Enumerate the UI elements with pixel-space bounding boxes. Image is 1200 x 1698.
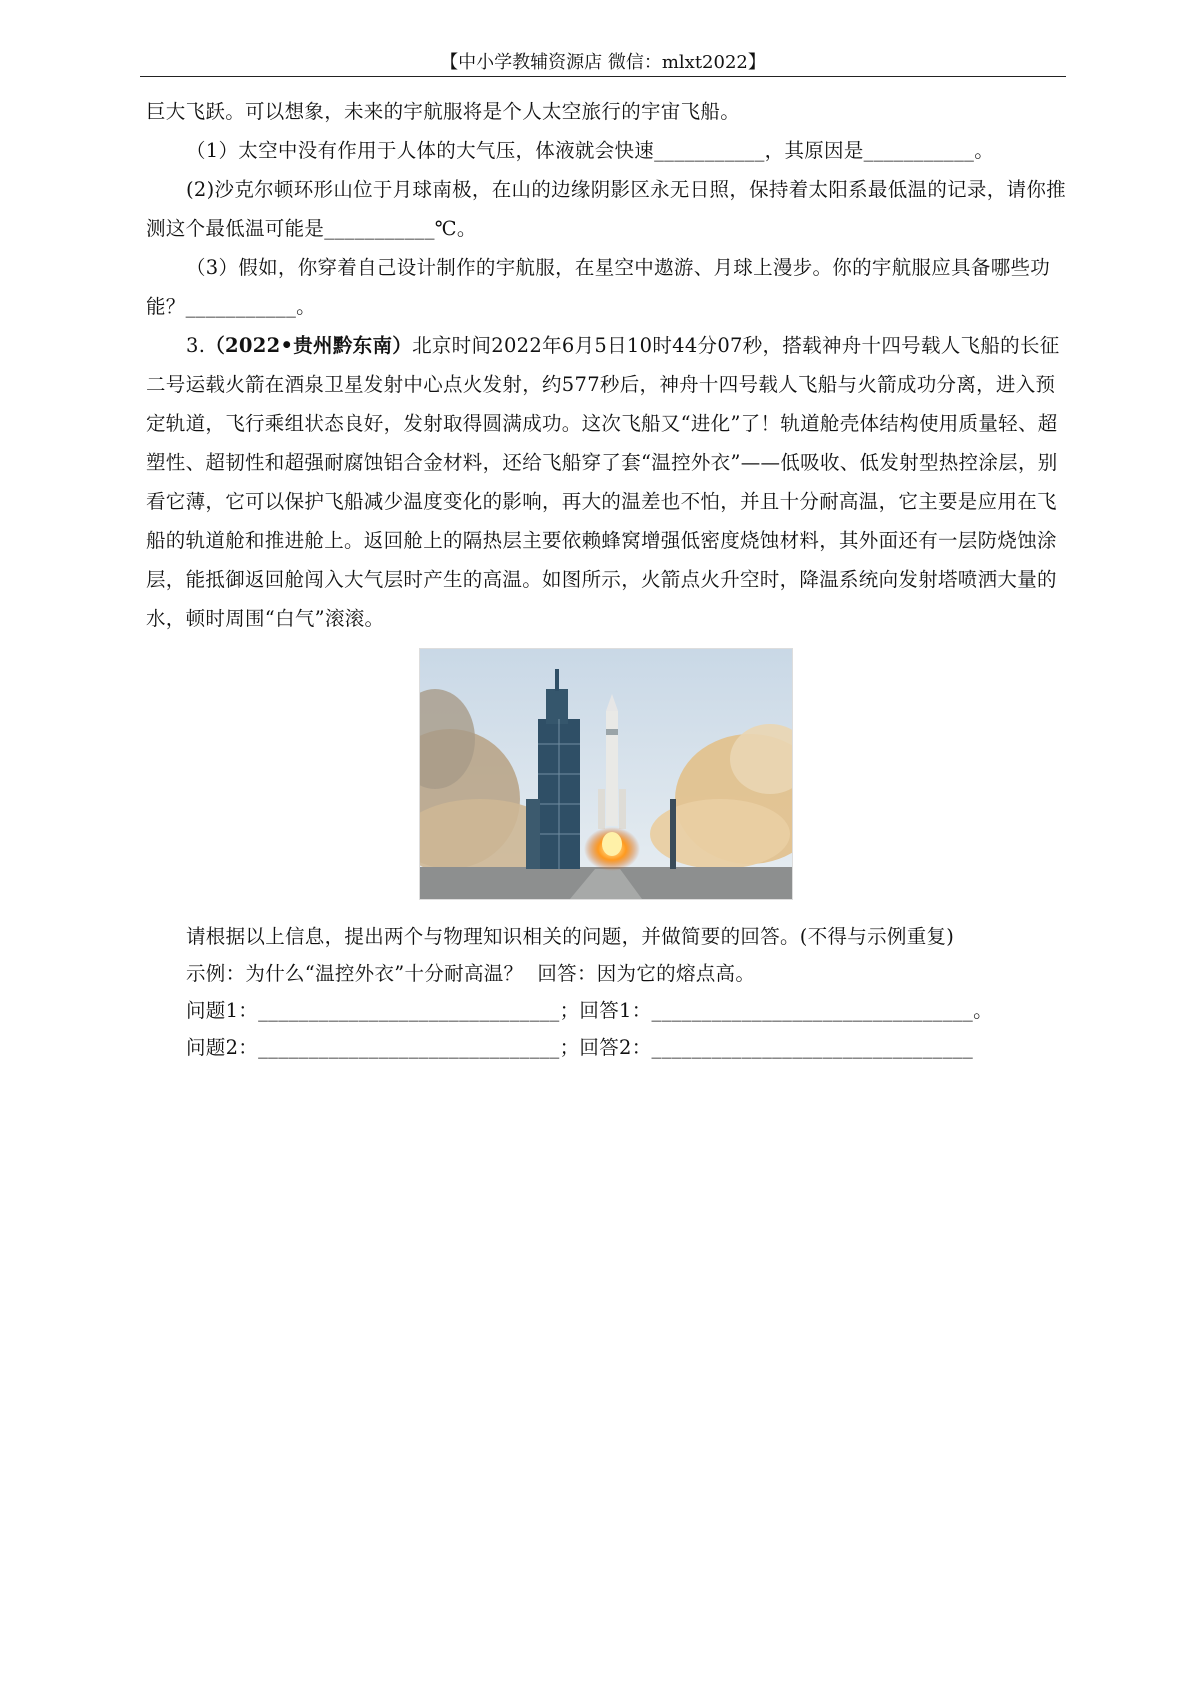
- paragraph-continuation: 巨大飞跃。可以想象，未来的宇航服将是个人太空旅行的宇宙飞船。: [146, 100, 741, 123]
- example-question: 示例：为什么“温控外衣”十分耐高温？: [186, 962, 524, 985]
- page-header: 【中小学教辅资源店 微信：mlxt2022】: [440, 52, 766, 73]
- question-3: （3）假如，你穿着自己设计制作的宇航服，在星空中遨游、月球上漫步。你的宇航服应具备哪些功能？___________。: [146, 256, 1051, 318]
- problem-body: 北京时间2022年6月5日10时44分07秒，搭载神舟十四号载人飞船的长征二号运载火箭在酒泉卫星发射中心点火发射，约577秒后，神舟十四号载人飞船与火箭成功分离，进入预定轨道，飞行乘组状态良好，发射取得圆满成功。这次飞船又“进化”了！轨道舱壳体结构使用质量轻、超塑性、超韧性和超强耐腐蚀铝合金材料，还给飞船穿了套“温控外衣”——低吸收、低发射型热控涂层，别看它薄，它可以保护飞船减少温度变化的影响，再大的温差也不怕，并且十分耐高温，它主要是应用在飞船的轨道舱和推进舱上。返回舱上的隔热层主要依赖蜂窝增强低密度烧蚀材料，其外面还有一层防烧蚀涂层，能抵御返回舱闯入大气层时产生的高温。如图所示，火箭点火升空时，降温系统向发射塔喷洒大量的水，顿时周围“白气”滚滚。: [146, 334, 1060, 630]
- example-answer: 回答：因为它的熔点高。: [537, 962, 756, 985]
- example-line: [146, 955, 1066, 992]
- instruction-line: 请根据以上信息，提出两个与物理知识相关的问题，并做简要的回答。(不得与示例重复): [186, 925, 955, 948]
- header-divider: [140, 76, 1066, 77]
- document-body: [146, 92, 1066, 1066]
- problem-source: （2022•贵州黔东南）: [205, 334, 413, 357]
- problem-number: 3.: [186, 334, 206, 357]
- rocket-launch-photo: [419, 648, 793, 900]
- question-2: (2)沙克尔顿环形山位于月球南极，在山的边缘阴影区永无日照，保持着太阳系最低温的记录，请你推测这个最低温可能是___________℃。: [146, 178, 1066, 240]
- answer-line-1: 问题1：______________________________；回答1：________________________________。: [186, 999, 993, 1022]
- question-1: （1）太空中没有作用于人体的大气压，体液就会快速___________，其原因是___________。: [186, 139, 995, 162]
- problem-3: [146, 326, 1066, 638]
- answer-line-2: 问题2：______________________________；回答2：________________________________: [186, 1036, 974, 1059]
